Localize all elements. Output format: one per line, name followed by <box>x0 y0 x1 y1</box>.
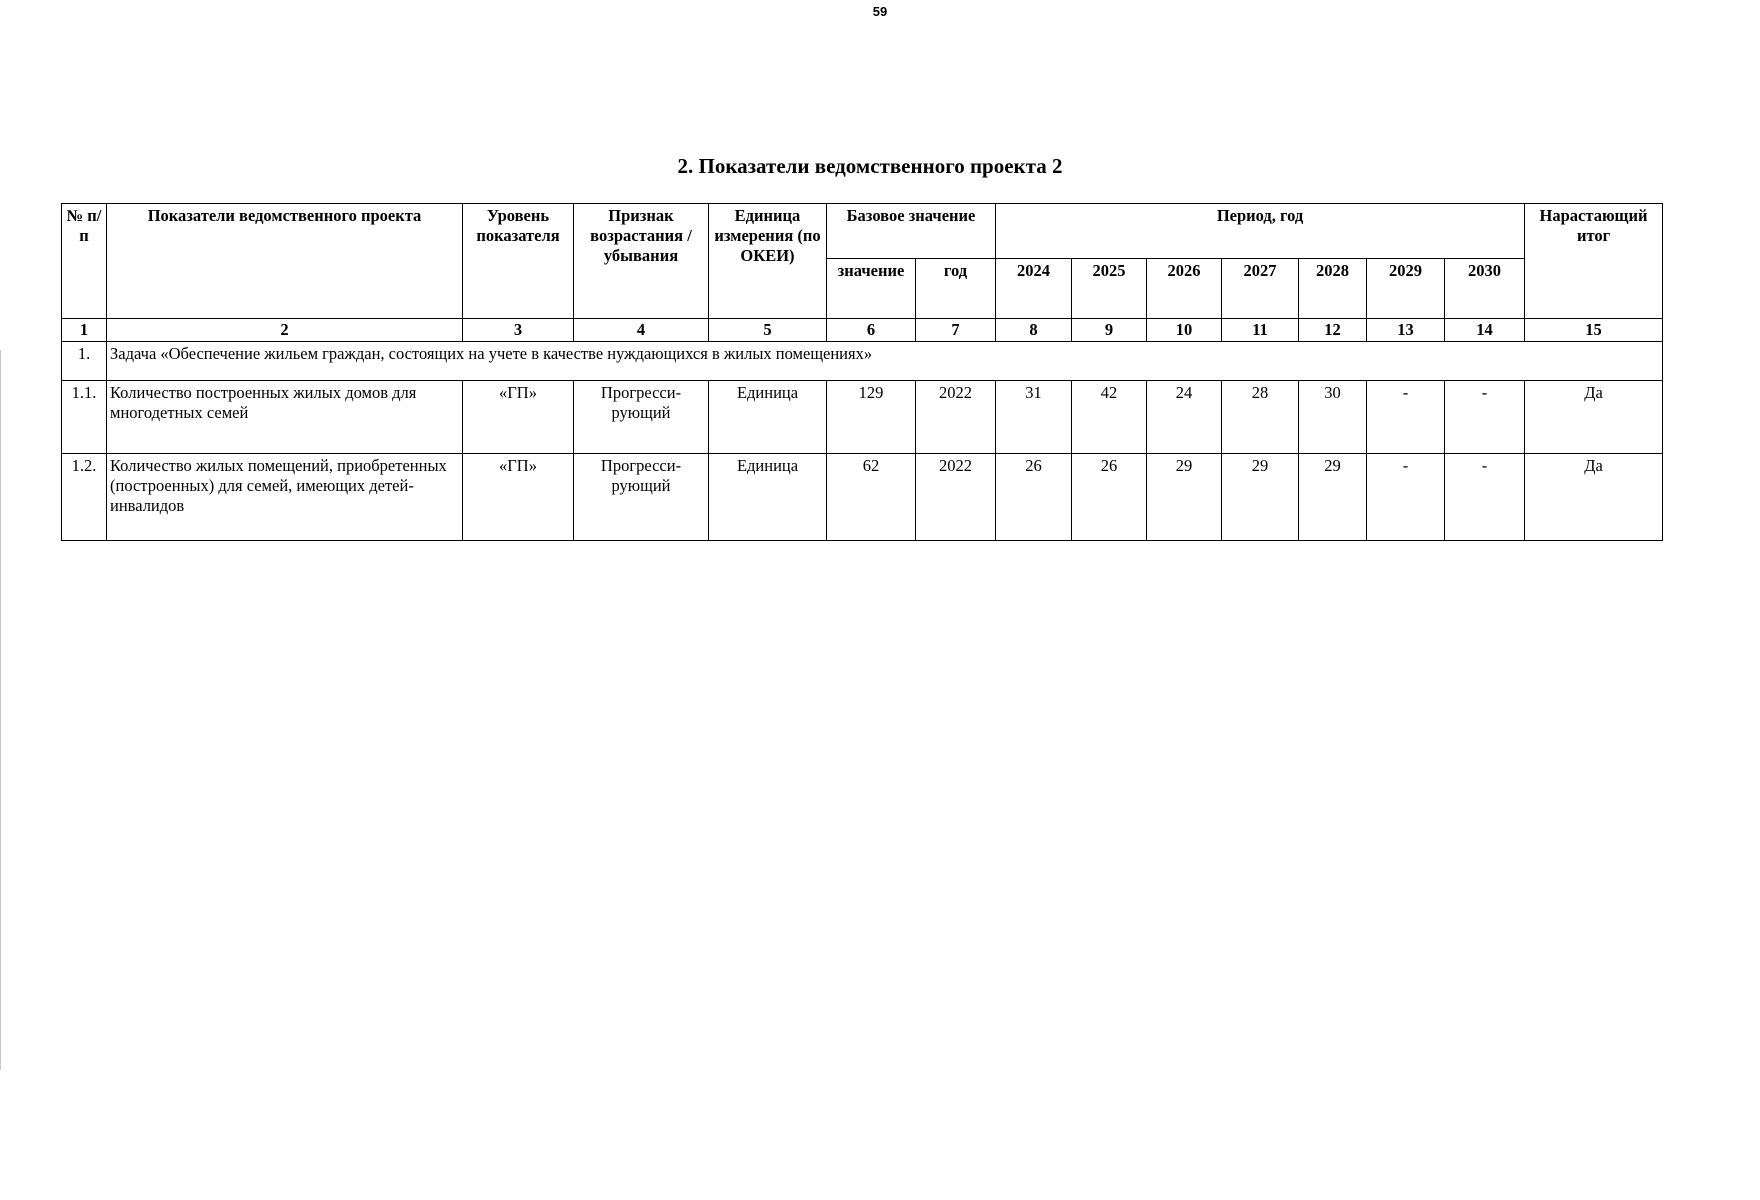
row-base-year: 2022 <box>916 454 996 541</box>
row-year-value: - <box>1445 454 1525 541</box>
table-row <box>62 381 1663 454</box>
row-year-value: 31 <box>996 381 1072 454</box>
table-row <box>62 454 1663 541</box>
row-year-value: 28 <box>1222 381 1299 454</box>
row-year-value: 29 <box>1222 454 1299 541</box>
header-year: 2029 <box>1367 259 1445 319</box>
column-number: 4 <box>574 319 709 342</box>
column-number: 11 <box>1222 319 1299 342</box>
column-number-row <box>62 319 1663 342</box>
header-base-value: значение <box>827 259 916 319</box>
row-num: 1.2. <box>62 454 107 541</box>
row-year-value: 29 <box>1299 454 1367 541</box>
header-period: Период, год <box>996 204 1525 259</box>
column-number: 5 <box>709 319 827 342</box>
row-num: 1.1. <box>62 381 107 454</box>
header-base: Базовое значение <box>827 204 996 259</box>
header-num: № п/п <box>62 204 107 319</box>
header-year: 2024 <box>996 259 1072 319</box>
row-base-value: 129 <box>827 381 916 454</box>
column-number: 12 <box>1299 319 1367 342</box>
row-year-value: - <box>1367 454 1445 541</box>
header-row-1 <box>62 204 1663 259</box>
row-cumulative: Да <box>1525 381 1663 454</box>
scan-edge-line <box>0 350 1 1070</box>
row-indicator: Количество жилых помещений, приобретенных (построенных) для семей, имеющих детей-инвалидов <box>107 454 463 541</box>
column-number: 6 <box>827 319 916 342</box>
task-text: Задача «Обеспечение жильем граждан, состоящих на учете в качестве нуждающихся в жилых помещениях» <box>107 342 1663 381</box>
header-unit: Единица измерения (по ОКЕИ) <box>709 204 827 319</box>
header-year: 2028 <box>1299 259 1367 319</box>
header-year: 2026 <box>1147 259 1222 319</box>
row-base-value: 62 <box>827 454 916 541</box>
page-number: 59 <box>872 4 888 19</box>
column-number: 15 <box>1525 319 1663 342</box>
row-year-value: 26 <box>1072 454 1147 541</box>
task-row <box>62 342 1663 381</box>
row-year-value: 29 <box>1147 454 1222 541</box>
row-level: «ГП» <box>463 381 574 454</box>
header-base-year: год <box>916 259 996 319</box>
row-base-year: 2022 <box>916 381 996 454</box>
row-level: «ГП» <box>463 454 574 541</box>
header-level: Уровень показателя <box>463 204 574 319</box>
column-number: 14 <box>1445 319 1525 342</box>
row-indicator: Количество построенных жилых домов для многодетных семей <box>107 381 463 454</box>
column-number: 9 <box>1072 319 1147 342</box>
row-cumulative: Да <box>1525 454 1663 541</box>
row-year-value: 42 <box>1072 381 1147 454</box>
row-year-value: 26 <box>996 454 1072 541</box>
column-number: 10 <box>1147 319 1222 342</box>
column-number: 7 <box>916 319 996 342</box>
header-cumulative: Нарастающий итог <box>1525 204 1663 319</box>
row-trend: Прогресси-рующий <box>574 381 709 454</box>
row-trend: Прогресси-рующий <box>574 454 709 541</box>
task-num: 1. <box>62 342 107 381</box>
column-number: 8 <box>996 319 1072 342</box>
row-year-value: - <box>1445 381 1525 454</box>
row-unit: Единица <box>709 454 827 541</box>
page-title: 2. Показатели ведомственного проекта 2 <box>677 154 1063 178</box>
row-year-value: - <box>1367 381 1445 454</box>
column-number: 3 <box>463 319 574 342</box>
column-number: 2 <box>107 319 463 342</box>
indicators-table <box>61 203 1663 541</box>
header-trend: Признак возрастания / убывания <box>574 204 709 319</box>
header-year: 2025 <box>1072 259 1147 319</box>
row-unit: Единица <box>709 381 827 454</box>
row-year-value: 24 <box>1147 381 1222 454</box>
column-number: 13 <box>1367 319 1445 342</box>
header-indicator: Показатели ведомственного проекта <box>107 204 463 319</box>
column-number: 1 <box>62 319 107 342</box>
header-year: 2027 <box>1222 259 1299 319</box>
header-year: 2030 <box>1445 259 1525 319</box>
row-year-value: 30 <box>1299 381 1367 454</box>
